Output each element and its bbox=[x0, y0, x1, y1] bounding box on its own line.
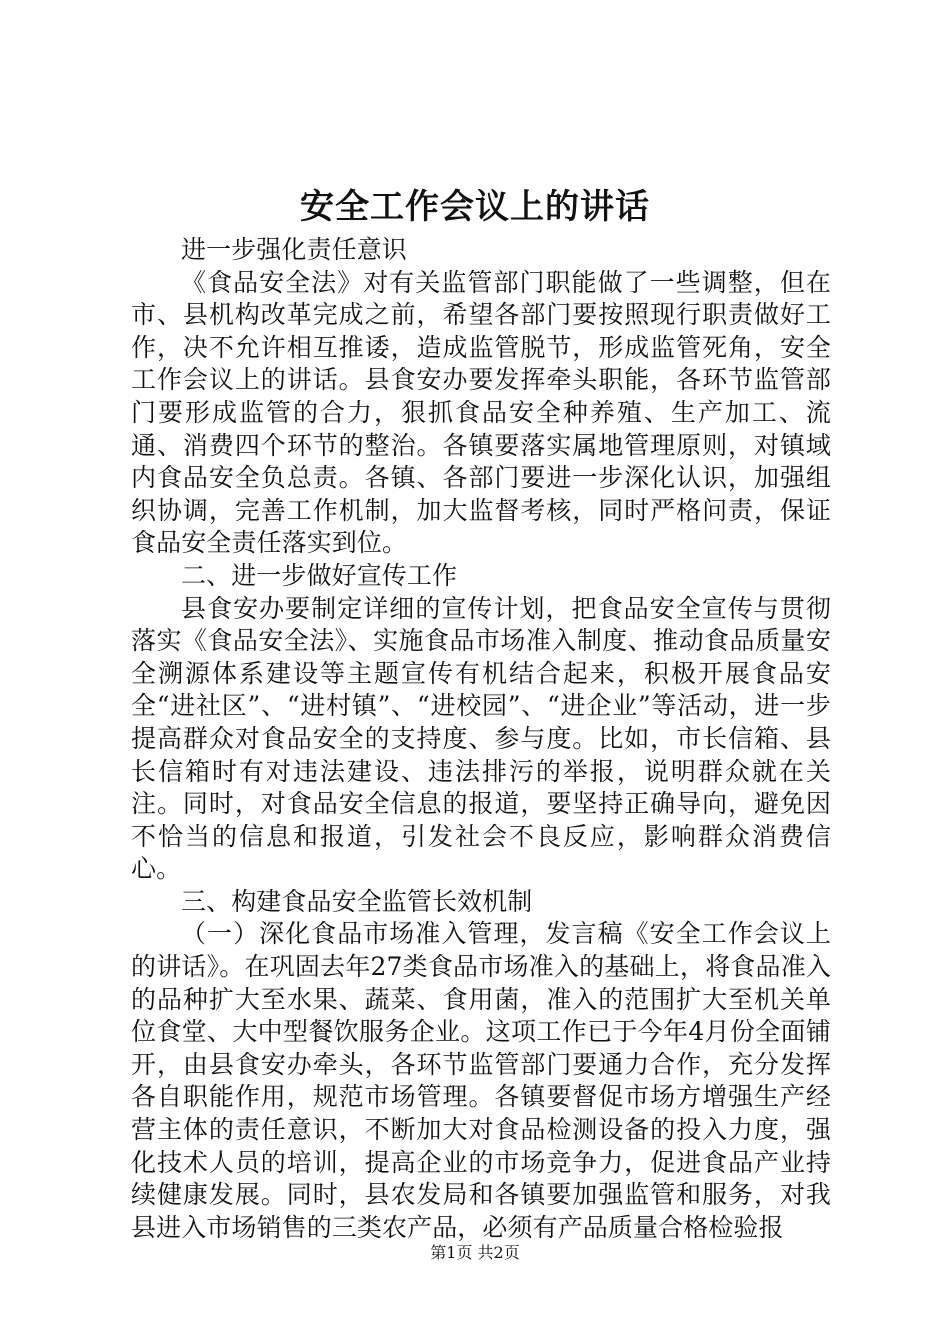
document-body bbox=[131, 234, 831, 1244]
paragraph: （一）深化食品市场准入管理，发言稿《安全工作会议上的讲话》。在巩固去年27类食品市场准入的基础上，将食品准入的品种扩大至水果、蔬菜、食用菌，准入的范围扩大至机关单位食堂、大中型餐饮服务企业。这项工作已于今年4月份全面铺开，由县食安办牵头，各环节监管部门要通力合作，充分发挥各自职能作用，规范市场管理。各镇要督促市场方增强生产经营主体的责任意识，不断加大对食品检测设备的投入力度，强化技术人员的培训，提高企业的市场竞争力，促进食品产业持续健康发展。同时，县农发局和各镇要加强监管和服务，对我县进入市场销售的三类农产品，必须有产品质量合格检验报 bbox=[131, 919, 831, 1242]
section-heading-3: 三、构建食品安全监管长效机制 bbox=[181, 886, 533, 916]
page-number-footer: 第1页 共2页 bbox=[430, 1243, 520, 1262]
paragraph: 县食安办要制定详细的宣传计划，把食品安全宣传与贯彻落实《食品安全法》、实施食品市场准入制度、推动食品质量安全溯源体系建设等主题宣传有机结合起来，积极开展食品安全“进社区”、“进村镇”、“进校园”、“进企业”等活动，进一步提高群众对食品安全的支持度、参与度。比如，市长信箱、县长信箱时有对违法建设、违法排污的举报，说明群众就在关注。同时，对食品安全信息的报道，要坚持正确导向，避免因不恰当的信息和报道，引发社会不良反应，影响群众消费信心。 bbox=[131, 593, 831, 884]
document-title: 安全工作会议上的讲话 bbox=[300, 187, 650, 227]
paragraph: 《食品安全法》对有关监管部门职能做了一些调整，但在市、县机构改革完成之前，希望各部门要按照现行职责做好工作，决不允许相互推诿，造成监管脱节，形成监管死角，安全工作会议上的讲话。县食安办要发挥牵头职能，各环节监管部门要形成监管的合力，狠抓食品安全种养殖、生产加工、流通、消费四个环节的整治。各镇要落实属地管理原则，对镇域内食品安全负总责。各镇、各部门要进一步深化认识，加强组织协调，完善工作机制，加大监督考核，同时严格问责，保证食品安全责任落实到位。 bbox=[131, 267, 831, 558]
section-heading-1: 进一步强化责任意识 bbox=[181, 235, 407, 264]
section-heading-2: 二、进一步做好宣传工作 bbox=[181, 560, 458, 590]
